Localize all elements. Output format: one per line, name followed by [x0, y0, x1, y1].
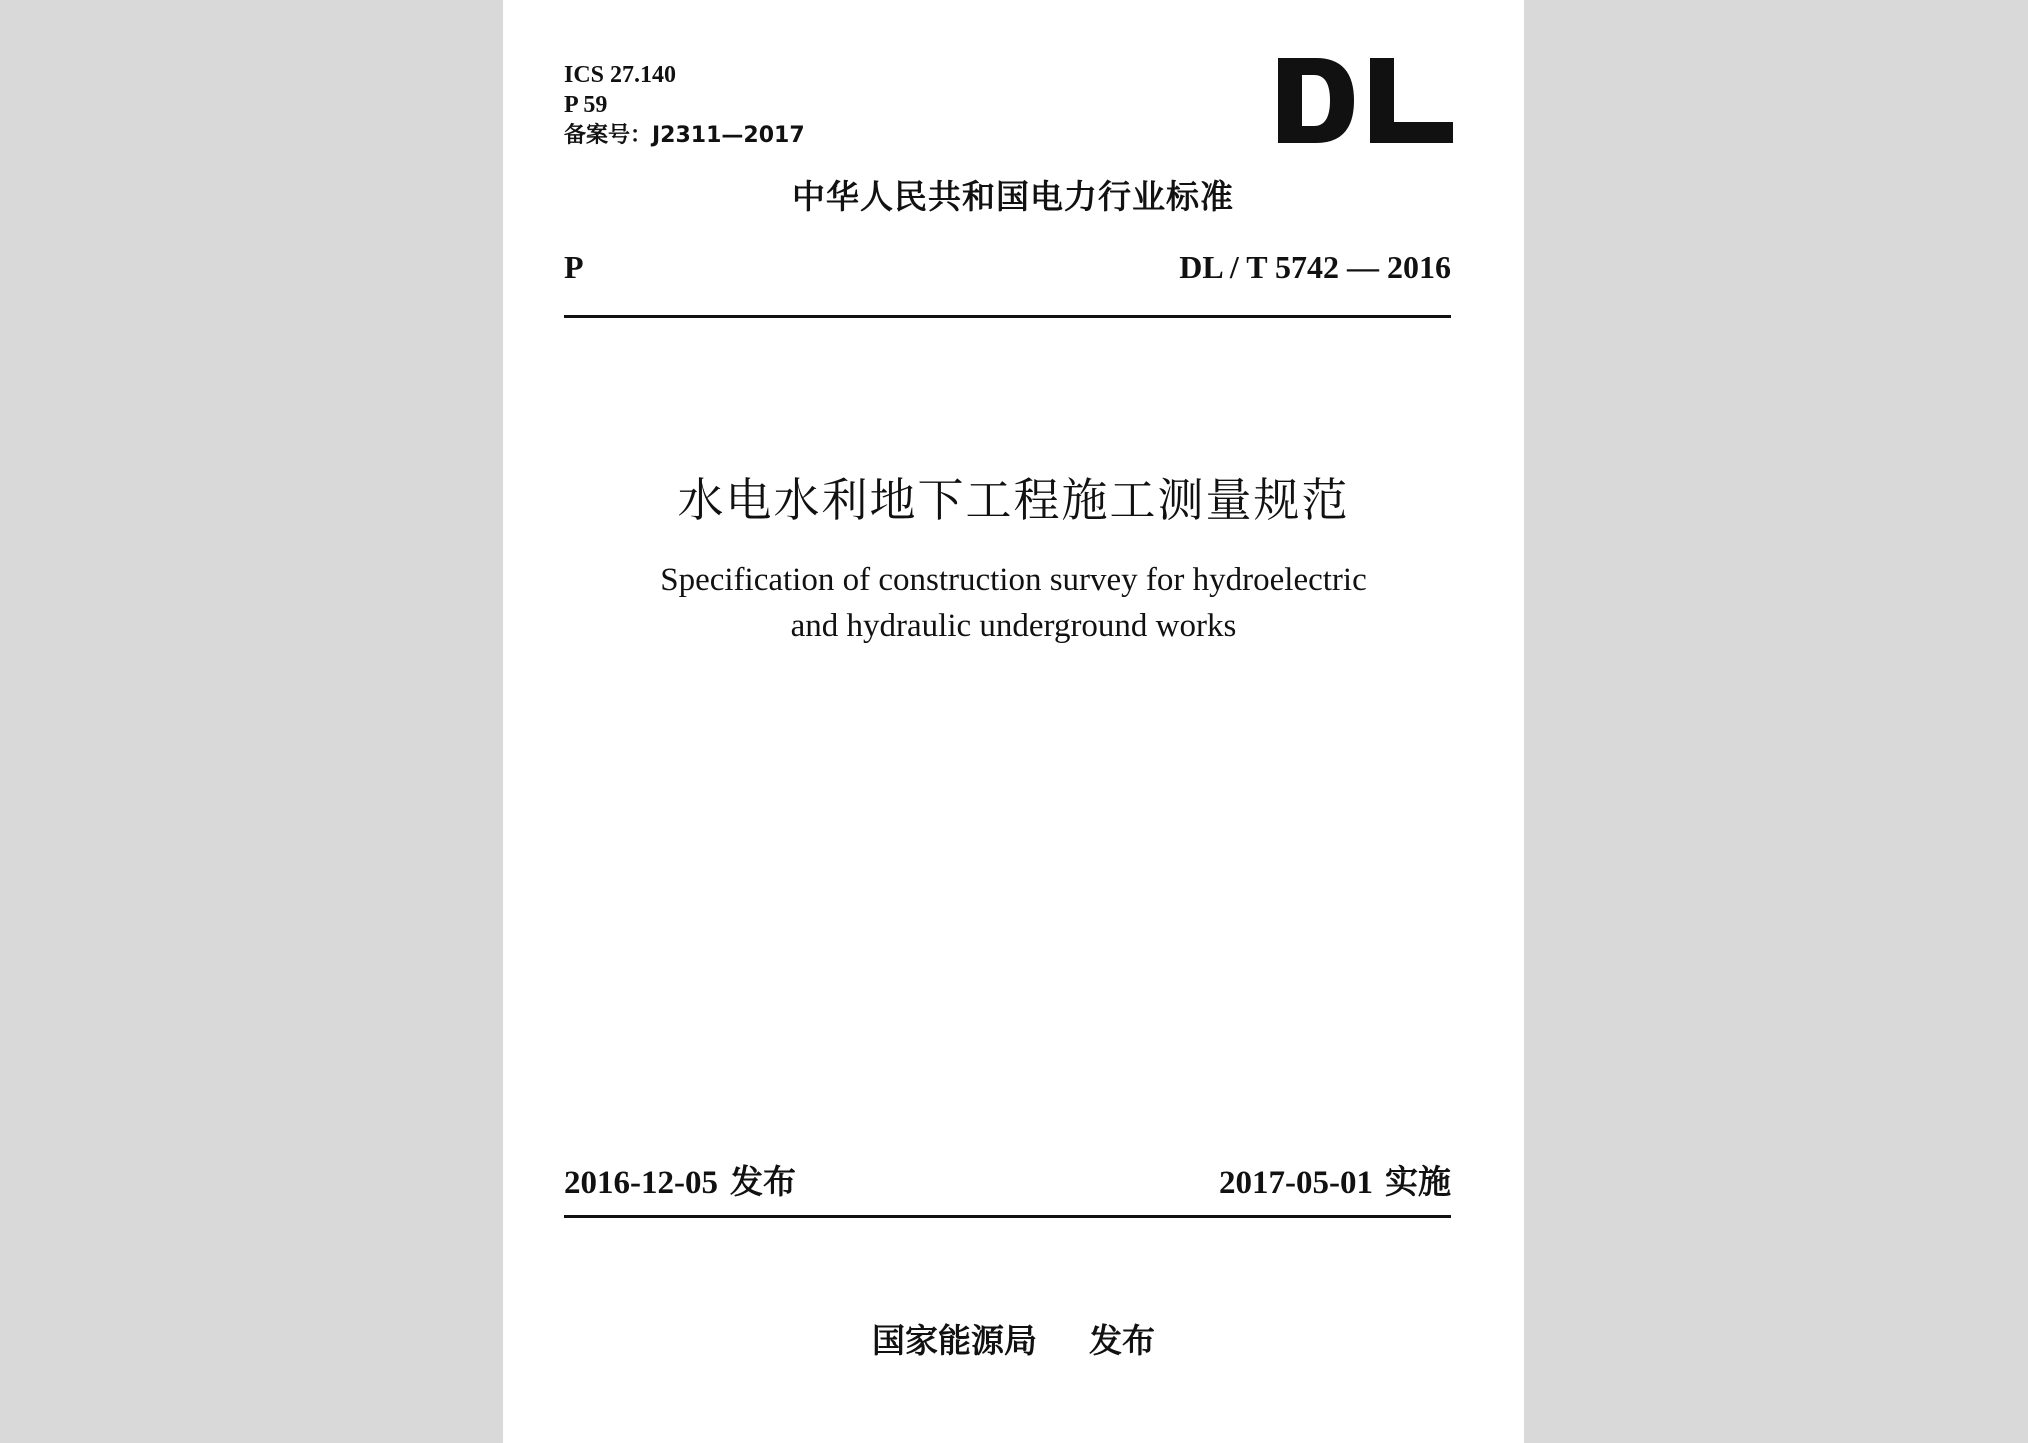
industry-standard-heading: 中华人民共和国电力行业标准	[792, 177, 1234, 216]
implement-label: 实施	[1385, 1162, 1451, 1201]
issue-date: 2016-12-05	[564, 1165, 718, 1201]
ccs-code: P 59	[564, 92, 608, 118]
issuer-block	[503, 1319, 1524, 1363]
issuer-action: 发布	[1089, 1321, 1155, 1360]
ics-code: ICS 27.140	[564, 62, 677, 88]
standard-number: DL / T 5742 — 2016	[1179, 249, 1451, 285]
record-number: 备案号：J2311—2017	[564, 123, 805, 148]
issuer-name: 国家能源局	[872, 1321, 1037, 1360]
standard-cover-page	[503, 0, 1524, 1443]
title-english-line2: and hydraulic underground works	[790, 608, 1237, 644]
title-english-line1: Specification of construction survey for hydroelectric	[660, 562, 1367, 598]
dl-logo	[1278, 58, 1453, 143]
classification-letter: P	[564, 249, 584, 285]
top-divider	[564, 315, 1451, 318]
implement-date: 2017-05-01	[1219, 1165, 1373, 1201]
bottom-divider	[564, 1215, 1451, 1218]
issue-label: 发布	[729, 1162, 796, 1201]
issue-date-block	[564, 1160, 796, 1205]
implement-date-block	[1219, 1160, 1451, 1205]
title-chinese: 水电水利地下工程施工测量规范	[677, 473, 1350, 527]
